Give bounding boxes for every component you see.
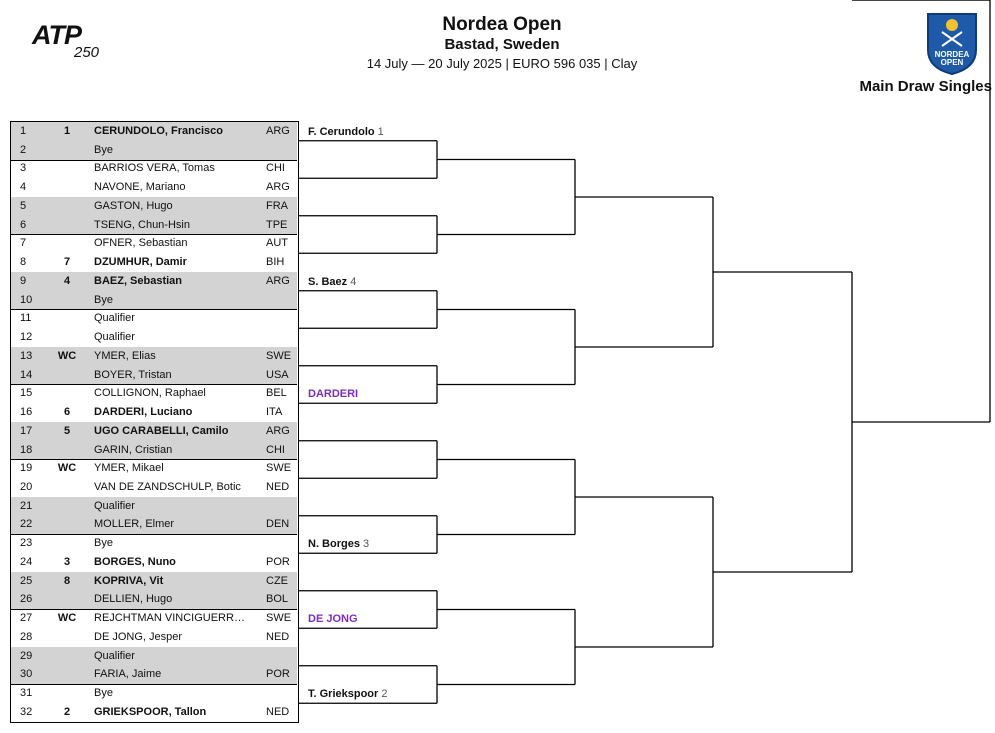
player-name: Bye <box>94 687 113 700</box>
player-country: NED <box>266 630 290 643</box>
player-country: NED <box>266 481 290 493</box>
row-number: 24 <box>20 555 33 568</box>
round2-player <box>308 126 384 138</box>
player-country: SWE <box>266 462 292 475</box>
player-name: GARIN, Cristian <box>94 443 173 456</box>
row-number: 27 <box>20 612 33 625</box>
row-number: 26 <box>20 593 33 606</box>
player-name: YMER, Elias <box>94 349 156 362</box>
tournament-details: 14 July — 20 July 2025 | EURO 596 035 | Clay <box>366 56 638 71</box>
player-country: NED <box>266 705 290 718</box>
row-seed: 8 <box>63 574 71 587</box>
round2-player <box>308 276 356 288</box>
row-number: 29 <box>20 649 33 662</box>
player-name: UGO CARABELLI, Camilo <box>94 424 229 437</box>
player-country: CHI <box>266 443 285 456</box>
round2-seed: 1 <box>377 125 384 138</box>
player-name: Bye <box>94 143 113 156</box>
row-number: 11 <box>20 312 32 325</box>
row-number: 2 <box>20 143 27 156</box>
row-number: 17 <box>20 424 33 437</box>
player-name: KOPRIVA, Vit <box>94 574 164 587</box>
player-country: BIH <box>266 256 285 269</box>
row-number: 6 <box>20 218 27 231</box>
player-name: Bye <box>94 293 113 306</box>
player-country: BEL <box>266 387 287 400</box>
row-seed: WC <box>57 349 77 362</box>
row-number: 30 <box>20 668 33 681</box>
row-number: 8 <box>20 256 27 269</box>
player-name: GRIEKSPOOR, Tallon <box>94 705 207 718</box>
atp-logo-number: 250 <box>74 44 100 61</box>
player-country: USA <box>266 368 289 381</box>
row-number: 1 <box>20 125 27 137</box>
player-name: BOYER, Tristan <box>94 368 172 381</box>
row-number: 19 <box>20 462 33 475</box>
row-number: 28 <box>20 630 33 643</box>
row-number: 25 <box>20 574 33 587</box>
player-country: FRA <box>266 199 288 212</box>
row-number: 20 <box>20 481 33 493</box>
player-name: Qualifier <box>94 331 135 344</box>
player-country: TPE <box>266 218 288 231</box>
tournament-location: Bastad, Sweden <box>444 36 560 53</box>
row-number: 21 <box>20 499 33 512</box>
round2-name: T. Griekspoor <box>308 688 379 701</box>
round2-name: S. Baez <box>308 275 348 288</box>
row-number: 5 <box>20 199 27 212</box>
round2-name: DE JONG <box>308 613 358 626</box>
player-country: SWE <box>266 349 292 362</box>
player-name: DZUMHUR, Damir <box>94 256 187 269</box>
player-name: REJCHTMAN VINCIGUERR… <box>94 612 245 625</box>
row-number: 18 <box>20 443 33 456</box>
round2-name: DARDERI <box>308 388 359 401</box>
player-country: BOL <box>266 593 289 606</box>
round2-seed: 2 <box>381 688 388 701</box>
row-seed: 1 <box>63 125 71 137</box>
player-name: OFNER, Sebastian <box>94 237 188 250</box>
player-name: YMER, Mikael <box>94 462 164 475</box>
row-seed: WC <box>57 612 77 625</box>
row-seed: 4 <box>63 274 71 287</box>
round2-name: F. Cerundolo <box>308 125 375 138</box>
row-number: 32 <box>20 705 33 718</box>
row-number: 23 <box>20 537 33 550</box>
round2-player <box>308 613 358 625</box>
row-number: 31 <box>20 687 33 700</box>
player-name: GASTON, Hugo <box>94 199 173 212</box>
player-name: TSENG, Chun-Hsin <box>94 218 190 231</box>
player-name: DARDERI, Luciano <box>94 406 193 419</box>
row-number: 22 <box>20 518 33 531</box>
row-number: 15 <box>20 387 33 400</box>
row-seed: 5 <box>63 424 71 437</box>
player-name: COLLIGNON, Raphael <box>94 387 206 400</box>
player-name: Bye <box>94 537 113 550</box>
player-country: ARG <box>266 125 290 137</box>
row-number: 3 <box>20 162 27 175</box>
player-name: Qualifier <box>94 312 135 325</box>
player-country: AUT <box>266 237 288 250</box>
row-seed: 7 <box>63 256 71 269</box>
row-number: 16 <box>20 406 33 419</box>
player-country: ARG <box>266 274 290 287</box>
round2-seed: 4 <box>350 275 357 288</box>
badge-line1: NORDEA <box>934 50 970 59</box>
player-name: NAVONE, Mariano <box>94 181 186 194</box>
player-country: DEN <box>266 518 290 531</box>
draw-label: Main Draw Singles <box>859 78 992 95</box>
player-country: ARG <box>266 424 290 437</box>
player-country: SWE <box>266 612 292 625</box>
player-country: POR <box>266 555 290 568</box>
row-number: 12 <box>20 331 33 344</box>
round2-player <box>308 388 358 400</box>
round2-name: N. Borges <box>308 538 360 551</box>
player-name: VAN DE ZANDSCHULP, Botic <box>94 481 241 493</box>
row-seed: 3 <box>63 555 71 568</box>
player-name: BAEZ, Sebastian <box>94 274 183 287</box>
row-number: 4 <box>20 181 27 194</box>
player-country: ARG <box>266 181 290 194</box>
row-number: 7 <box>20 237 27 250</box>
player-name: DE JONG, Jesper <box>94 630 183 643</box>
player-name: Qualifier <box>94 499 135 512</box>
player-country: POR <box>266 668 290 681</box>
atp-logo-text: ATP <box>32 20 81 50</box>
player-country: ITA <box>266 406 283 419</box>
round2-seed: 3 <box>363 538 370 551</box>
player-name: DELLIEN, Hugo <box>94 593 173 606</box>
player-country: CZE <box>266 574 288 587</box>
row-seed: 2 <box>63 705 71 718</box>
player-name: Qualifier <box>94 649 135 662</box>
row-number: 14 <box>20 368 33 381</box>
row-number: 9 <box>20 274 27 287</box>
row-seed: WC <box>57 462 77 475</box>
player-country: CHI <box>266 162 285 175</box>
player-name: MOLLER, Elmer <box>94 518 175 531</box>
player-name: CERUNDOLO, Francisco <box>94 125 223 137</box>
player-name: BARRIOS VERA, Tomas <box>94 162 215 175</box>
row-seed: 6 <box>63 406 71 419</box>
row-number: 10 <box>20 293 33 306</box>
badge-line2: OPEN <box>940 58 964 67</box>
player-name: FARIA, Jaime <box>94 668 162 681</box>
round2-player <box>308 538 369 550</box>
round2-player <box>308 688 387 700</box>
tournament-title: Nordea Open <box>442 14 562 35</box>
player-name: BORGES, Nuno <box>94 555 176 568</box>
row-number: 13 <box>20 349 33 362</box>
